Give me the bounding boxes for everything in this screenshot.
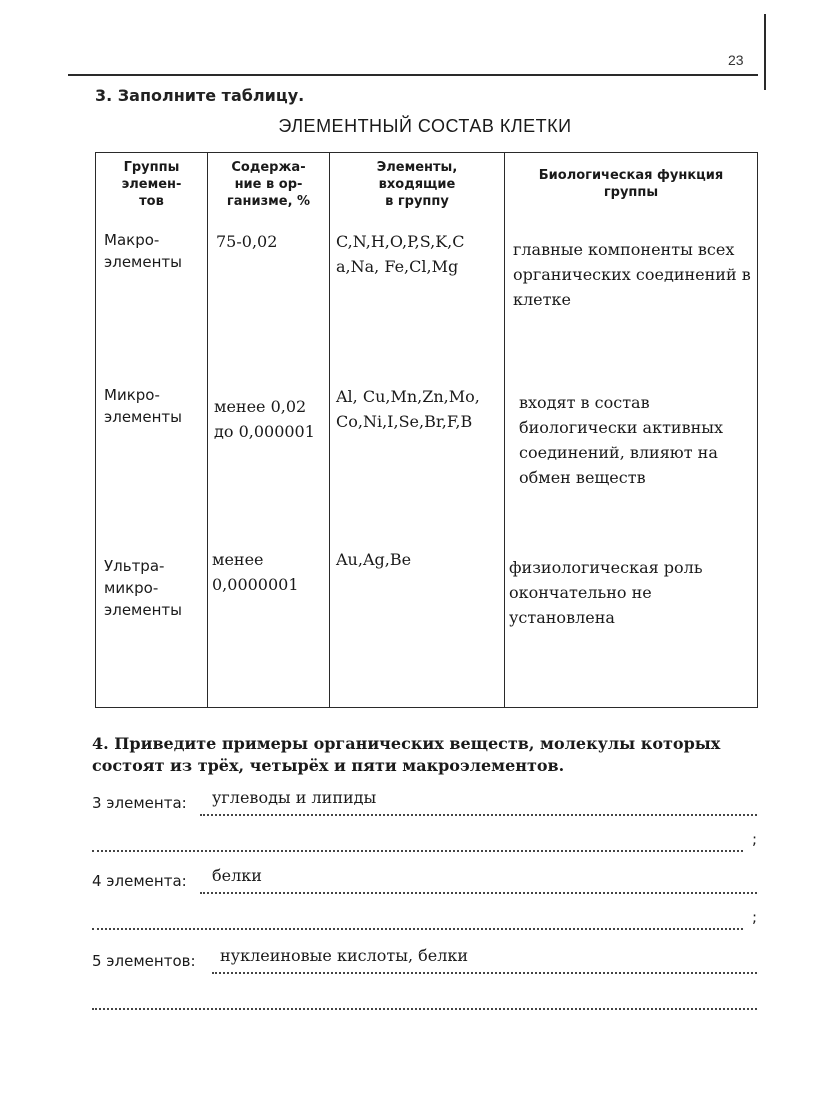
dotted-line bbox=[212, 972, 757, 974]
answer-continuation-line bbox=[92, 988, 757, 1012]
header-rule bbox=[68, 74, 758, 76]
answer-line bbox=[92, 788, 757, 818]
answer-label: 4 элемента: bbox=[92, 872, 187, 890]
elements-cell: Al, Cu,Mn,Zn,Mo, Co,Ni,I,Se,Br,F,B bbox=[330, 382, 505, 544]
answer-continuation-line bbox=[92, 908, 757, 932]
table-header-row bbox=[96, 153, 758, 228]
page-edge-line bbox=[764, 14, 766, 90]
answer-label: 5 элементов: bbox=[92, 952, 196, 970]
answer-value: нуклеиновые кислоты, белки bbox=[220, 946, 469, 965]
answer-line bbox=[92, 866, 757, 896]
header-elements: Элементы, входящие в группу bbox=[330, 153, 505, 228]
function-cell: входят в состав биологически активных соединений, влияют на обмен веществ bbox=[505, 382, 758, 544]
header-function: Биологическая функция группы bbox=[505, 153, 758, 228]
table-row bbox=[96, 382, 758, 544]
dotted-line bbox=[92, 850, 743, 852]
content-cell: менее 0,0000001 bbox=[208, 545, 330, 708]
answer-continuation-line bbox=[92, 830, 757, 854]
group-cell: Ультра- микро- элементы bbox=[96, 545, 208, 708]
table-caption: ЭЛЕМЕНТНЫЙ СОСТАВ КЛЕТКИ bbox=[278, 116, 572, 136]
answer-value: белки bbox=[212, 866, 262, 885]
dotted-line bbox=[92, 928, 743, 930]
semicolon: ; bbox=[751, 830, 757, 848]
group-cell: Макро- элементы bbox=[96, 227, 208, 382]
content-cell: менее 0,02 до 0,000001 bbox=[208, 382, 330, 544]
semicolon: ; bbox=[751, 908, 757, 926]
dotted-line bbox=[200, 814, 757, 816]
element-table bbox=[95, 152, 758, 708]
table-row bbox=[96, 545, 758, 708]
header-content: Содержа- ние в ор- ганизме, % bbox=[208, 153, 330, 228]
header-groups: Группы элемен- тов bbox=[96, 153, 208, 228]
table-row bbox=[96, 227, 758, 382]
elements-cell: C,N,H,O,P,S,K,C a,Na, Fe,Cl,Mg bbox=[330, 227, 505, 382]
elements-cell: Au,Ag,Be bbox=[330, 545, 505, 708]
task4-title: 4. Приведите примеры органических веществ, молекулы которых состоят из трёх, четырёх и пяти макроэлементов. bbox=[92, 734, 721, 775]
group-cell: Микро- элементы bbox=[96, 382, 208, 544]
content-cell: 75-0,02 bbox=[208, 227, 330, 382]
answer-line bbox=[92, 946, 757, 976]
function-cell: главные компоненты всех органических соединений в клетке bbox=[505, 227, 758, 382]
page-number: 23 bbox=[728, 52, 744, 68]
answer-value: углеводы и липиды bbox=[212, 788, 377, 807]
function-cell: физиологическая роль окончательно не установлена bbox=[505, 545, 758, 708]
answer-label: 3 элемента: bbox=[92, 794, 187, 812]
task3-title: 3. Заполните таблицу. bbox=[95, 86, 305, 105]
dotted-line bbox=[92, 1008, 757, 1010]
dotted-line bbox=[200, 892, 757, 894]
